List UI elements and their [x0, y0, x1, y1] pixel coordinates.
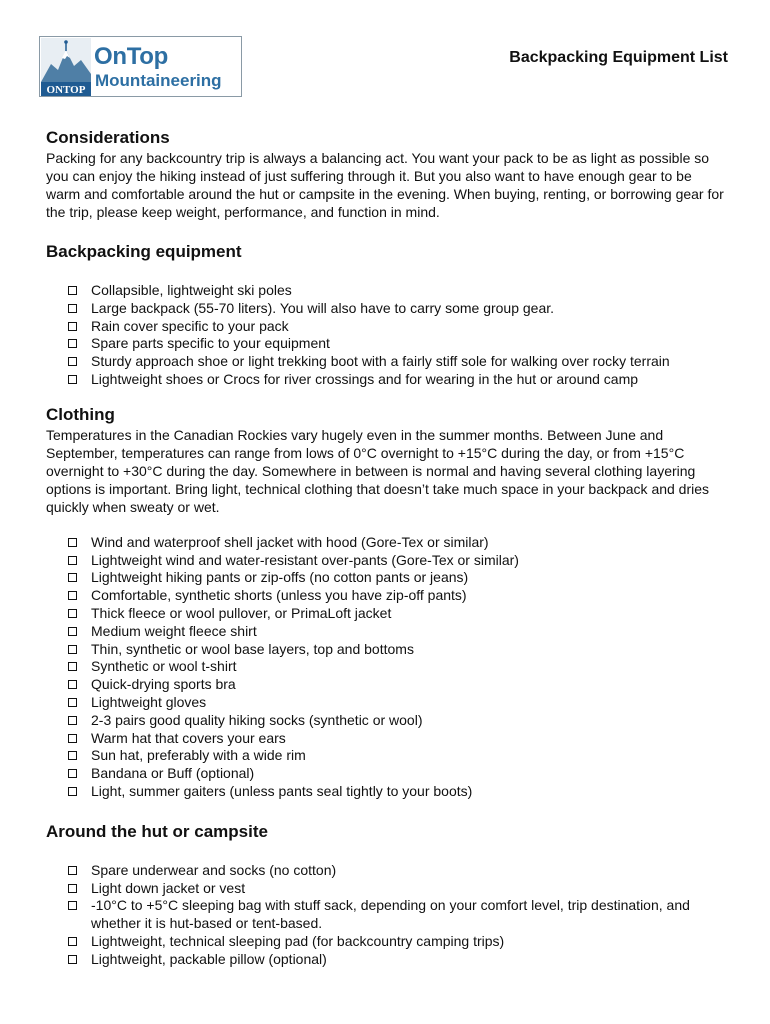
checklist-item-label: Light down jacket or vest — [91, 879, 246, 896]
hut-checklist — [46, 862, 726, 969]
checklist-item-label: Thin, synthetic or wool base layers, top and bottoms — [91, 640, 414, 657]
checklist-item — [68, 730, 726, 748]
checklist-item-label: Lightweight, technical sleeping pad (for backcountry camping trips) — [91, 932, 505, 949]
checkbox-icon[interactable] — [68, 339, 77, 348]
checkbox-icon[interactable] — [68, 698, 77, 707]
checklist-item-label: Light, summer gaiters (unless pants seal tightly to your boots) — [91, 782, 473, 799]
checklist-item — [68, 694, 726, 712]
checkbox-icon[interactable] — [68, 322, 77, 331]
clothing-paragraph: Temperatures in the Canadian Rockies vary hugely even in the summer months. Between June and September, temperatures can range from lows of 0°C overnight to +15°C during the day, or from +15°C overnight to +30°C during the day. Somewhere in between is normal and having several clothing layering options is important. Bring light, technical clothing that doesn’t take much space in your backpack and dries quickly when sweaty or wet. — [46, 426, 710, 515]
checklist-item — [68, 658, 726, 676]
checkbox-icon[interactable] — [68, 591, 77, 600]
checklist-item — [68, 335, 726, 353]
brand-tagline: Mountaineering — [95, 71, 222, 90]
company-logo — [39, 36, 242, 97]
checklist-item-label: Sun hat, preferably with a wide rim — [91, 747, 306, 764]
equipment-checklist — [46, 282, 726, 389]
checklist-item-label: Lightweight wind and water-resistant over-pants (Gore-Tex or similar) — [91, 551, 519, 568]
checkbox-icon[interactable] — [68, 734, 77, 743]
document-body — [46, 127, 726, 969]
checkbox-icon[interactable] — [68, 304, 77, 313]
checklist-item-label: Rain cover specific to your pack — [91, 317, 289, 334]
equipment-heading: Backpacking equipment — [46, 242, 242, 261]
checklist-item — [68, 569, 726, 587]
checkbox-icon[interactable] — [68, 286, 77, 295]
checkbox-icon[interactable] — [68, 955, 77, 964]
checklist-item-label: -10°C to +5°C sleeping bag with stuff sack, depending on your comfort level, trip destination, and whether it is hut-based or tent-based. — [91, 897, 690, 932]
checklist-item — [68, 534, 726, 552]
considerations-paragraph: Packing for any backcountry trip is always a balancing act. You want your pack to be as light as possible so you can enjoy the hiking instead of just suffering through it. But you also want to have enough gear to be warm and comfortable around the hut or campsite in the evening. When buying, renting, or borrowing gear for the trip, please keep weight, performance, and function in mind. — [46, 150, 724, 220]
checklist-item-label: Lightweight gloves — [91, 693, 207, 710]
checklist-item-label: Warm hat that covers your ears — [91, 729, 286, 746]
mountain-logo-icon — [41, 38, 91, 96]
checkbox-icon[interactable] — [68, 787, 77, 796]
clothing-heading: Clothing — [46, 404, 115, 424]
checklist-item-label: Bandana or Buff (optional) — [91, 765, 255, 782]
checklist-item — [68, 862, 726, 880]
checkbox-icon[interactable] — [68, 901, 77, 910]
checklist-item-label: 2-3 pairs good quality hiking socks (synthetic or wool) — [91, 711, 423, 728]
considerations-section — [46, 127, 726, 221]
checkbox-icon[interactable] — [68, 662, 77, 671]
checkbox-icon[interactable] — [68, 573, 77, 582]
checklist-item-label: Comfortable, synthetic shorts (unless you have zip-off pants) — [91, 587, 467, 604]
checklist-item — [68, 587, 726, 605]
checklist-item-label: Synthetic or wool t-shirt — [91, 658, 237, 675]
checkbox-icon[interactable] — [68, 609, 77, 618]
hut-heading: Around the hut or campsite — [46, 821, 268, 841]
checkbox-icon[interactable] — [68, 866, 77, 875]
checklist-item — [68, 880, 726, 898]
checklist-item-label: Sturdy approach shoe or light trekking boot with a fairly stiff sole for walking over rocky terrain — [91, 353, 670, 370]
checklist-item-label: Spare underwear and socks (no cotton) — [91, 861, 337, 878]
checklist-item — [68, 951, 726, 969]
checklist-item — [68, 353, 726, 371]
checklist-item — [68, 318, 726, 336]
document-title: Backpacking Equipment List — [509, 49, 728, 66]
checkbox-icon[interactable] — [68, 538, 77, 547]
checklist-item-label: Thick fleece or wool pullover, or PrimaLoft jacket — [91, 604, 392, 621]
checklist-item — [68, 712, 726, 730]
checklist-item-label: Wind and waterproof shell jacket with hood (Gore-Tex or similar) — [91, 533, 489, 550]
checklist-item — [68, 641, 726, 659]
clothing-checklist — [46, 534, 726, 801]
equipment-section — [46, 241, 726, 389]
checkbox-icon[interactable] — [68, 884, 77, 893]
checklist-item — [68, 747, 726, 765]
checklist-item-label: Large backpack (55-70 liters). You will also have to carry some group gear. — [91, 299, 555, 316]
checkbox-icon[interactable] — [68, 680, 77, 689]
checkbox-icon[interactable] — [68, 645, 77, 654]
checklist-item-label: Medium weight fleece shirt — [91, 622, 257, 639]
checklist-item-label: Lightweight, packable pillow (optional) — [91, 950, 327, 967]
brand-name: OnTop — [94, 43, 169, 70]
logo-badge-text: ONTOP — [46, 84, 86, 96]
checkbox-icon[interactable] — [68, 375, 77, 384]
checklist-item-label: Lightweight shoes or Crocs for river crossings and for wearing in the hut or around camp — [91, 370, 639, 387]
checklist-item — [68, 783, 726, 801]
checklist-item — [68, 300, 726, 318]
checkbox-icon[interactable] — [68, 937, 77, 946]
checklist-item — [68, 552, 726, 570]
hut-section — [46, 821, 726, 969]
checklist-item — [68, 933, 726, 951]
checklist-item-label: Spare parts specific to your equipment — [91, 335, 330, 352]
checklist-item — [68, 897, 726, 933]
checkbox-icon[interactable] — [68, 357, 77, 366]
checklist-item — [68, 765, 726, 783]
checklist-item — [68, 371, 726, 389]
considerations-heading: Considerations — [46, 128, 170, 147]
checklist-item-label: Quick-drying sports bra — [91, 676, 236, 693]
checkbox-icon[interactable] — [68, 769, 77, 778]
checklist-item — [68, 623, 726, 641]
checklist-item-label: Collapsible, lightweight ski poles — [91, 282, 292, 298]
checkbox-icon[interactable] — [68, 556, 77, 565]
clothing-section — [46, 404, 726, 801]
checkbox-icon[interactable] — [68, 751, 77, 760]
checklist-item — [68, 605, 726, 623]
checklist-item — [68, 676, 726, 694]
checkbox-icon[interactable] — [68, 716, 77, 725]
checkbox-icon[interactable] — [68, 627, 77, 636]
checklist-item-label: Lightweight hiking pants or zip-offs (no cotton pants or jeans) — [91, 569, 469, 586]
checklist-item — [68, 282, 726, 300]
